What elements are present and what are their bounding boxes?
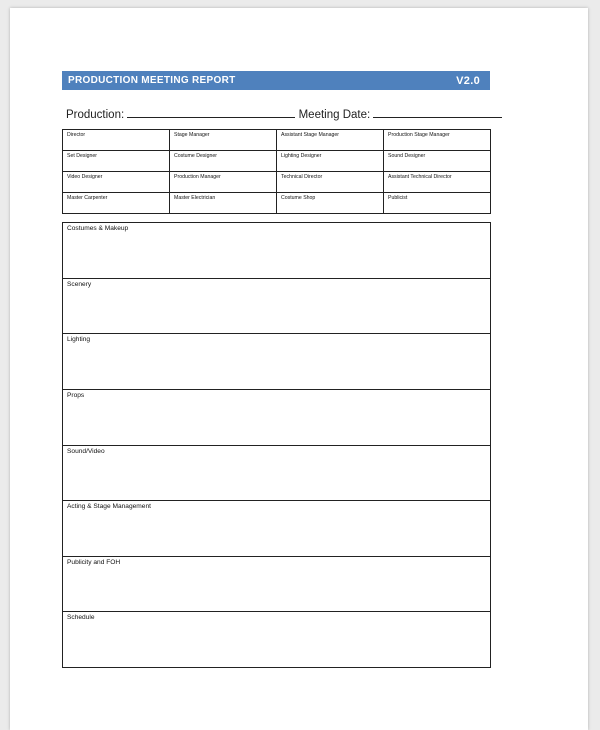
- crew-cell[interactable]: Assistant Technical Director: [384, 172, 491, 193]
- report-header-bar: [62, 71, 490, 90]
- production-label: Production:: [66, 109, 125, 121]
- report-sections: [62, 222, 491, 668]
- section-label: Schedule: [67, 614, 95, 622]
- section-label: Publicity and FOH: [67, 558, 121, 566]
- crew-row: [63, 193, 491, 214]
- meeting-date-label: Meeting Date:: [298, 109, 371, 121]
- crew-row: [63, 130, 491, 151]
- section-label: Scenery: [67, 280, 92, 288]
- crew-cell[interactable]: Director: [63, 130, 170, 151]
- report-section[interactable]: [63, 278, 490, 334]
- crew-cell[interactable]: Master Electrician: [170, 193, 277, 214]
- report-section[interactable]: [63, 223, 490, 278]
- report-version: V2.0: [456, 74, 480, 87]
- section-label: Props: [67, 391, 85, 399]
- production-fields: [66, 106, 502, 121]
- section-label: Sound/Video: [67, 447, 105, 455]
- report-section[interactable]: [63, 389, 490, 445]
- crew-cell[interactable]: Technical Director: [277, 172, 384, 193]
- crew-cell[interactable]: Stage Manager: [170, 130, 277, 151]
- crew-cell[interactable]: Set Designer: [63, 151, 170, 172]
- report-title: PRODUCTION MEETING REPORT: [68, 75, 236, 86]
- crew-cell[interactable]: Lighting Designer: [277, 151, 384, 172]
- report-section[interactable]: [63, 333, 490, 389]
- crew-cell[interactable]: Production Manager: [170, 172, 277, 193]
- section-label: Acting & Stage Management: [67, 503, 151, 511]
- crew-cell[interactable]: Costume Designer: [170, 151, 277, 172]
- report-section[interactable]: [63, 556, 490, 612]
- crew-cell[interactable]: Production Stage Manager: [384, 130, 491, 151]
- report-section[interactable]: [63, 611, 490, 667]
- production-field-line: [127, 106, 295, 118]
- section-label: Lighting: [67, 336, 91, 344]
- section-label: Costumes & Makeup: [67, 225, 129, 232]
- report-section[interactable]: [63, 445, 490, 501]
- crew-cell[interactable]: Costume Shop: [277, 193, 384, 214]
- crew-cell[interactable]: Sound Designer: [384, 151, 491, 172]
- crew-table: [62, 129, 491, 214]
- crew-row: [63, 172, 491, 193]
- crew-cell[interactable]: Publicist: [384, 193, 491, 214]
- crew-cell[interactable]: Assistant Stage Manager: [277, 130, 384, 151]
- document-page: [10, 8, 588, 730]
- meeting-date-field-line: [373, 106, 502, 118]
- crew-cell[interactable]: Video Designer: [63, 172, 170, 193]
- crew-cell[interactable]: Master Carpenter: [63, 193, 170, 214]
- report-section[interactable]: [63, 500, 490, 556]
- crew-row: [63, 151, 491, 172]
